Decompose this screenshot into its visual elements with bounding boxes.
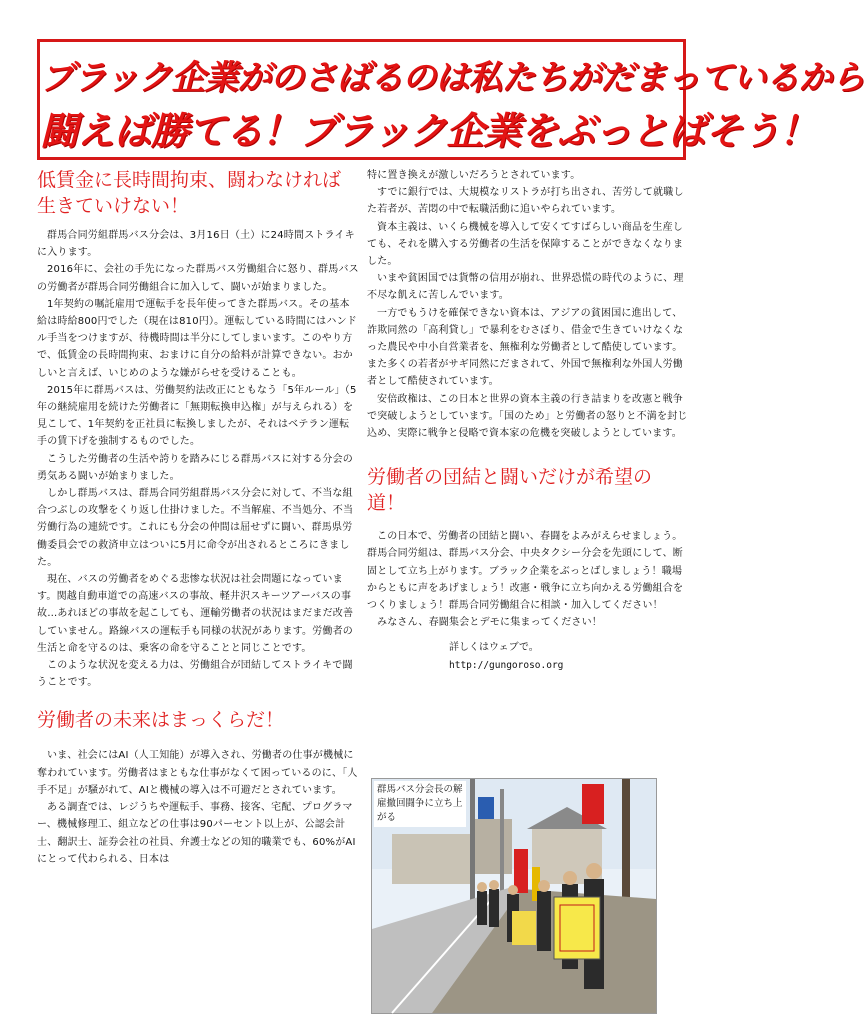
headline-banner bbox=[37, 39, 864, 160]
left-column bbox=[37, 167, 359, 868]
paragraph: 現在、バスの労働者をめぐる悲惨な状況は社会問題になっています。関越自動車道での高速バスの事故、軽井沢スキーツアーバスの事故…あれほどの事故を起こしても、運輸労働者の状況はまだまだ改善していません。路線バスの運転手も同様の状況があります。労働者の生活と命を守るのは、乗客の命を守ることと同じことです。 bbox=[37, 574, 354, 654]
paragraph: 資本主義は、いくら機械を導入して安くてすばらしい商品を生産しても、それを購入する労働者の生活を保障することができなくなりました。 bbox=[367, 221, 684, 268]
paragraph: 2016年に、会社の手先になった群馬バス労働組合に怒り、群馬バスの労働者が群馬合同労働組合に加入して、闘いが始まりました。 bbox=[37, 264, 359, 293]
web-label: 詳しくはウェブで。 bbox=[449, 642, 539, 654]
paragraph: ある調査では、レジうちや運転手、事務、接客、宅配、プログラマー、機械修理工、組立などの仕事は90パーセント以上が、公認会計士、翻訳士、証券会社の社員、弁護士などの知的職業でも、60%がAIにとって代わられる、日本は bbox=[37, 802, 356, 865]
right-column bbox=[367, 167, 689, 674]
section-title-low-wages: 低賃金に長時間拘束、闘わなければ生きていけない！ bbox=[37, 169, 342, 217]
section-title-unity: 労働者の団結と闘いだけが希望の道！ bbox=[367, 466, 653, 515]
photo-caption: 群馬バス分会長の解雇撤回闘争に立ち上がる bbox=[374, 781, 466, 827]
protest-photo bbox=[371, 778, 657, 1014]
paragraph: 2015年に群馬バスは、労働契約法改正にともなう「5年ルール」（5年の継続雇用を続けた労働者に「無期転換申込権」が与えられる）を見こして、1年契約を正社員に転換しましたが、それはベテラン運転手の賃下げを強制するものでした。 bbox=[37, 384, 357, 448]
paragraph: みなさん、春闘集会とデモに集まってください！ bbox=[377, 617, 602, 629]
paragraph: いまや貧困国では貨幣の信用が崩れ、世界恐慌の時代のように、理不尽な飢えに苦しんでいます。 bbox=[367, 273, 684, 302]
paragraph: 安倍政権は、この日本と世界の資本主義の行き詰まりを改憲と戦争で突破しようとしています。「国のため」と労働者の怒りと不満を封じ込め、実際に戦争と侵略で資本家の危機を突破しようとしています。 bbox=[367, 393, 688, 440]
headline-line-1: ブラック企業がのさばるのは私たちがだまっているから bbox=[40, 58, 864, 98]
paragraph: 1年契約の嘱託雇用で運転手を長年使ってきた群馬バス。その基本給は時給800円でした（現在は810円）。運転している時間にはハンドル手当をつけますが、待機時間は半分にしてしまいます。このやり方で、低賃金の長時間拘束、おまけに自分の給料が計算できない。おかしいと言えば、いじめのような嫌がらせを受けることも。 bbox=[37, 298, 357, 379]
paragraph: いま、社会にはAI（人工知能）が導入され、労働者の仕事が機械に奪われています。労働者はまともな仕事がなくて困っているのに、「人手不足」が騒がれて、AIと機械の導入は不可避だとされています。 bbox=[37, 750, 358, 796]
paragraph: 一方でもうけを確保できない資本は、アジアの貧困国に進出して、詐欺同然の「高利貸し」で暴利をむさぼり、借金で生きていけなくなった農民や中小自営業者を、無権利な労働者として酷使しています。また多くの若者がサギ同然にだまされて、外国で無権利な外国人労働者として酷使されています。 bbox=[367, 307, 684, 388]
continuation-text: 特に置き換えが激しいだろうとされています。 bbox=[367, 170, 581, 181]
paragraph: しかし群馬バスは、群馬合同労組群馬バス分会に対して、不当な組合つぶしの攻撃をくり返し仕掛けました。不当解雇、不当処分、不当労働行為の連続です。これにも分会の仲間は屈せずに闘い、群馬県労働委員会での救済申立はついに5月に命令が出されるところにきました。 bbox=[37, 488, 354, 568]
paragraph: 群馬合同労組群馬バス分会は、3月16日（土）に24時間ストライキに入ります。 bbox=[37, 230, 355, 259]
paragraph: このような状況を変える力は、労働組合が団結してストライキで闘うことです。 bbox=[37, 660, 353, 689]
headline-line-2: 闘えば勝てる！ブラック企業をぶっとばそう！ bbox=[40, 109, 817, 153]
paragraph: この日本で、労働者の団結と闘い、春闘をよみがえらせましょう。群馬合同労組は、群馬バス分会、中央タクシー分会を先頭にして、断固として立ち上がります。ブラック企業をぶっとばしましょう！職場からともに声をあげましょう！改憲・戦争に立ち向かえる労働組合をつくりましょう！群馬合同労働組合に相談・加入してください！ bbox=[367, 531, 684, 612]
paragraph: こうした労働者の生活や誇りを踏みにじる群馬バスに対する分会の勇気ある闘いが始まりました。 bbox=[37, 453, 353, 482]
section-title-future: 労働者の未来はまっくらだ！ bbox=[37, 709, 285, 732]
paragraph: すでに銀行では、大規模なリストラが打ち出され、苦労して就職した若者が、苦悶の中で転職活動に追いやられています。 bbox=[367, 187, 684, 216]
web-url[interactable]: http://gungoroso.org bbox=[449, 659, 564, 671]
